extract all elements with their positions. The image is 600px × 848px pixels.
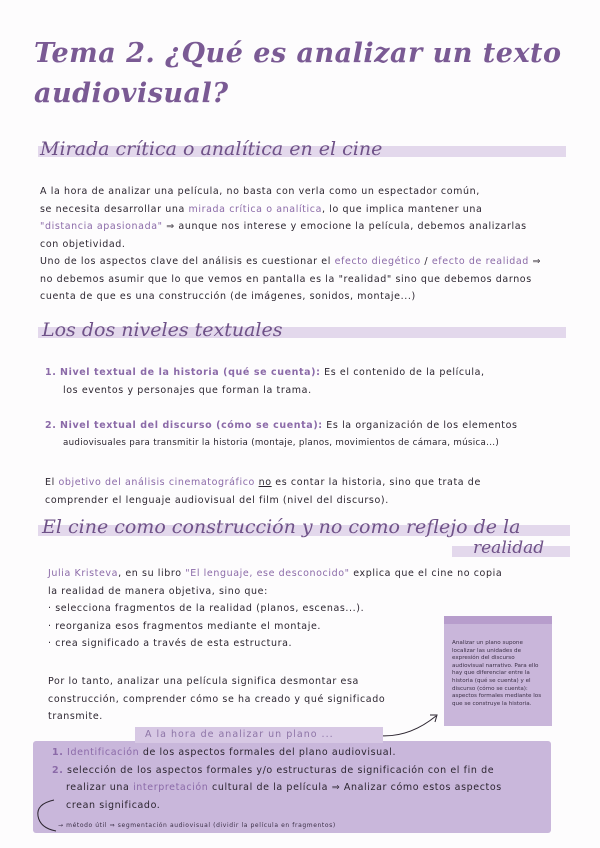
objective-paragraph [45,474,565,509]
highlight: mirada crítica o analítica [188,203,322,215]
text-line: A la hora de analizar una película, no basta con verla como un espectador común, [40,186,480,197]
list-item: 1. Identificación de los aspectos formales del plano audiovisual. [52,747,397,758]
book-title: "El lenguaje, ese desconocido" [185,568,350,579]
plano-list [52,744,552,814]
text-line: Uno de los aspectos clave del análisis es cuestionar el efecto diegético / efecto de realidad ⇒ [40,256,542,267]
highlight: interpretación [133,782,209,793]
text-line: cuenta de que es una construcción (de imágenes, sonidos, montaje...) [40,291,416,302]
plano-label: A la hora de analizar un plano ... [135,727,383,743]
highlight: efecto diegético [334,256,421,267]
text-line: El objetivo del análisis cinematográfico no es contar la historia, sino que trata de [45,477,481,488]
text-line: construcción, comprender cómo se ha creado y qué significado [48,693,386,705]
section-1-body [40,183,560,306]
section-heading-1: Mirada crítica o analítica en el cine [40,138,383,160]
highlight: "distancia apasionada" [40,221,163,232]
text-line: con objetividad. [40,238,126,250]
text-line: "distancia apasionada" ⇒ aunque nos interese y emocione la película, debemos analizarlas [40,221,527,232]
text-line: los eventos y personajes que forman la trama. [63,384,312,396]
section-heading-3: El cine como construcción y no como reflejo de la [42,516,521,538]
side-note-box: Analizar un plano supone localizar las unidades de expresión del discurso audiovisual narrativo. Para ello hay que diferenciar entre la historia (qué se cuenta) y el discurso (cómo se cuenta): aspectos formales mediante los que se construye la historia. [444,616,552,726]
list-item: 2. Nivel textual del discurso (cómo se cuenta): Es la organización de los elementos [45,420,518,431]
text-line: transmite. [48,711,103,722]
highlight: Identificación [67,747,140,758]
section-heading-2: Los dos niveles textuales [42,319,283,341]
highlight: objetivo del análisis cinematográfico [58,477,255,488]
section-heading-3-line-2: realidad [473,538,545,558]
bullet-item: · reorganiza esos fragmentos mediante el montaje. [48,620,322,632]
text-line: Julia Kristeva, en su libro "El lenguaje, ese desconocido" explica que el cine no copia [48,568,503,579]
highlight: Nivel textual de la historia (qué se cuenta): [60,367,321,378]
list-item: 1. Nivel textual de la historia (qué se cuenta): Es el contenido de la película, [45,367,485,378]
highlight: efecto de realidad [431,256,529,267]
text-line: audiovisuales para transmitir la historia (montaje, planos, movimientos de cámara, música...) [63,437,500,448]
page-title [34,34,574,114]
text-line: Por lo tanto, analizar una película significa desmontar esa [48,676,359,687]
bullet-item: · crea significado a través de esta estructura. [48,638,293,649]
text-line: se necesita desarrollar una mirada crítica o analítica, lo que implica mantener una [40,203,483,215]
bullet-item: · selecciona fragmentos de la realidad (planos, escenas...). [48,603,365,614]
section-2-list [45,364,565,452]
text-line: comprender el lenguaje audiovisual del film (nivel del discurso). [45,494,389,506]
plano-footnote: → método útil ⇒ segmentación audiovisual (dividir la película en fragmentos) [58,822,336,829]
underlined-word: no [258,477,272,488]
text-line: realizar una interpretación cultural de la película ⇒ Analizar cómo estos aspectos [66,782,502,793]
text-line: la realidad de manera objetiva, sino que: [48,585,268,597]
bracket-icon [30,798,60,834]
text-line: no debemos asumir que lo que vemos en pantalla es la "realidad" sino que debemos darnos [40,273,532,285]
list-item: 2. selección de los aspectos formales y/o estructuras de significación con el fin de [52,764,495,776]
highlight: Julia Kristeva [48,568,119,579]
highlight: Nivel textual del discurso (cómo se cuenta): [60,420,323,431]
text-line: crean significado. [66,799,161,811]
title-line-2: audiovisual? [34,78,229,109]
title-line-1: Tema 2. ¿Qué es analizar un texto [34,38,562,69]
